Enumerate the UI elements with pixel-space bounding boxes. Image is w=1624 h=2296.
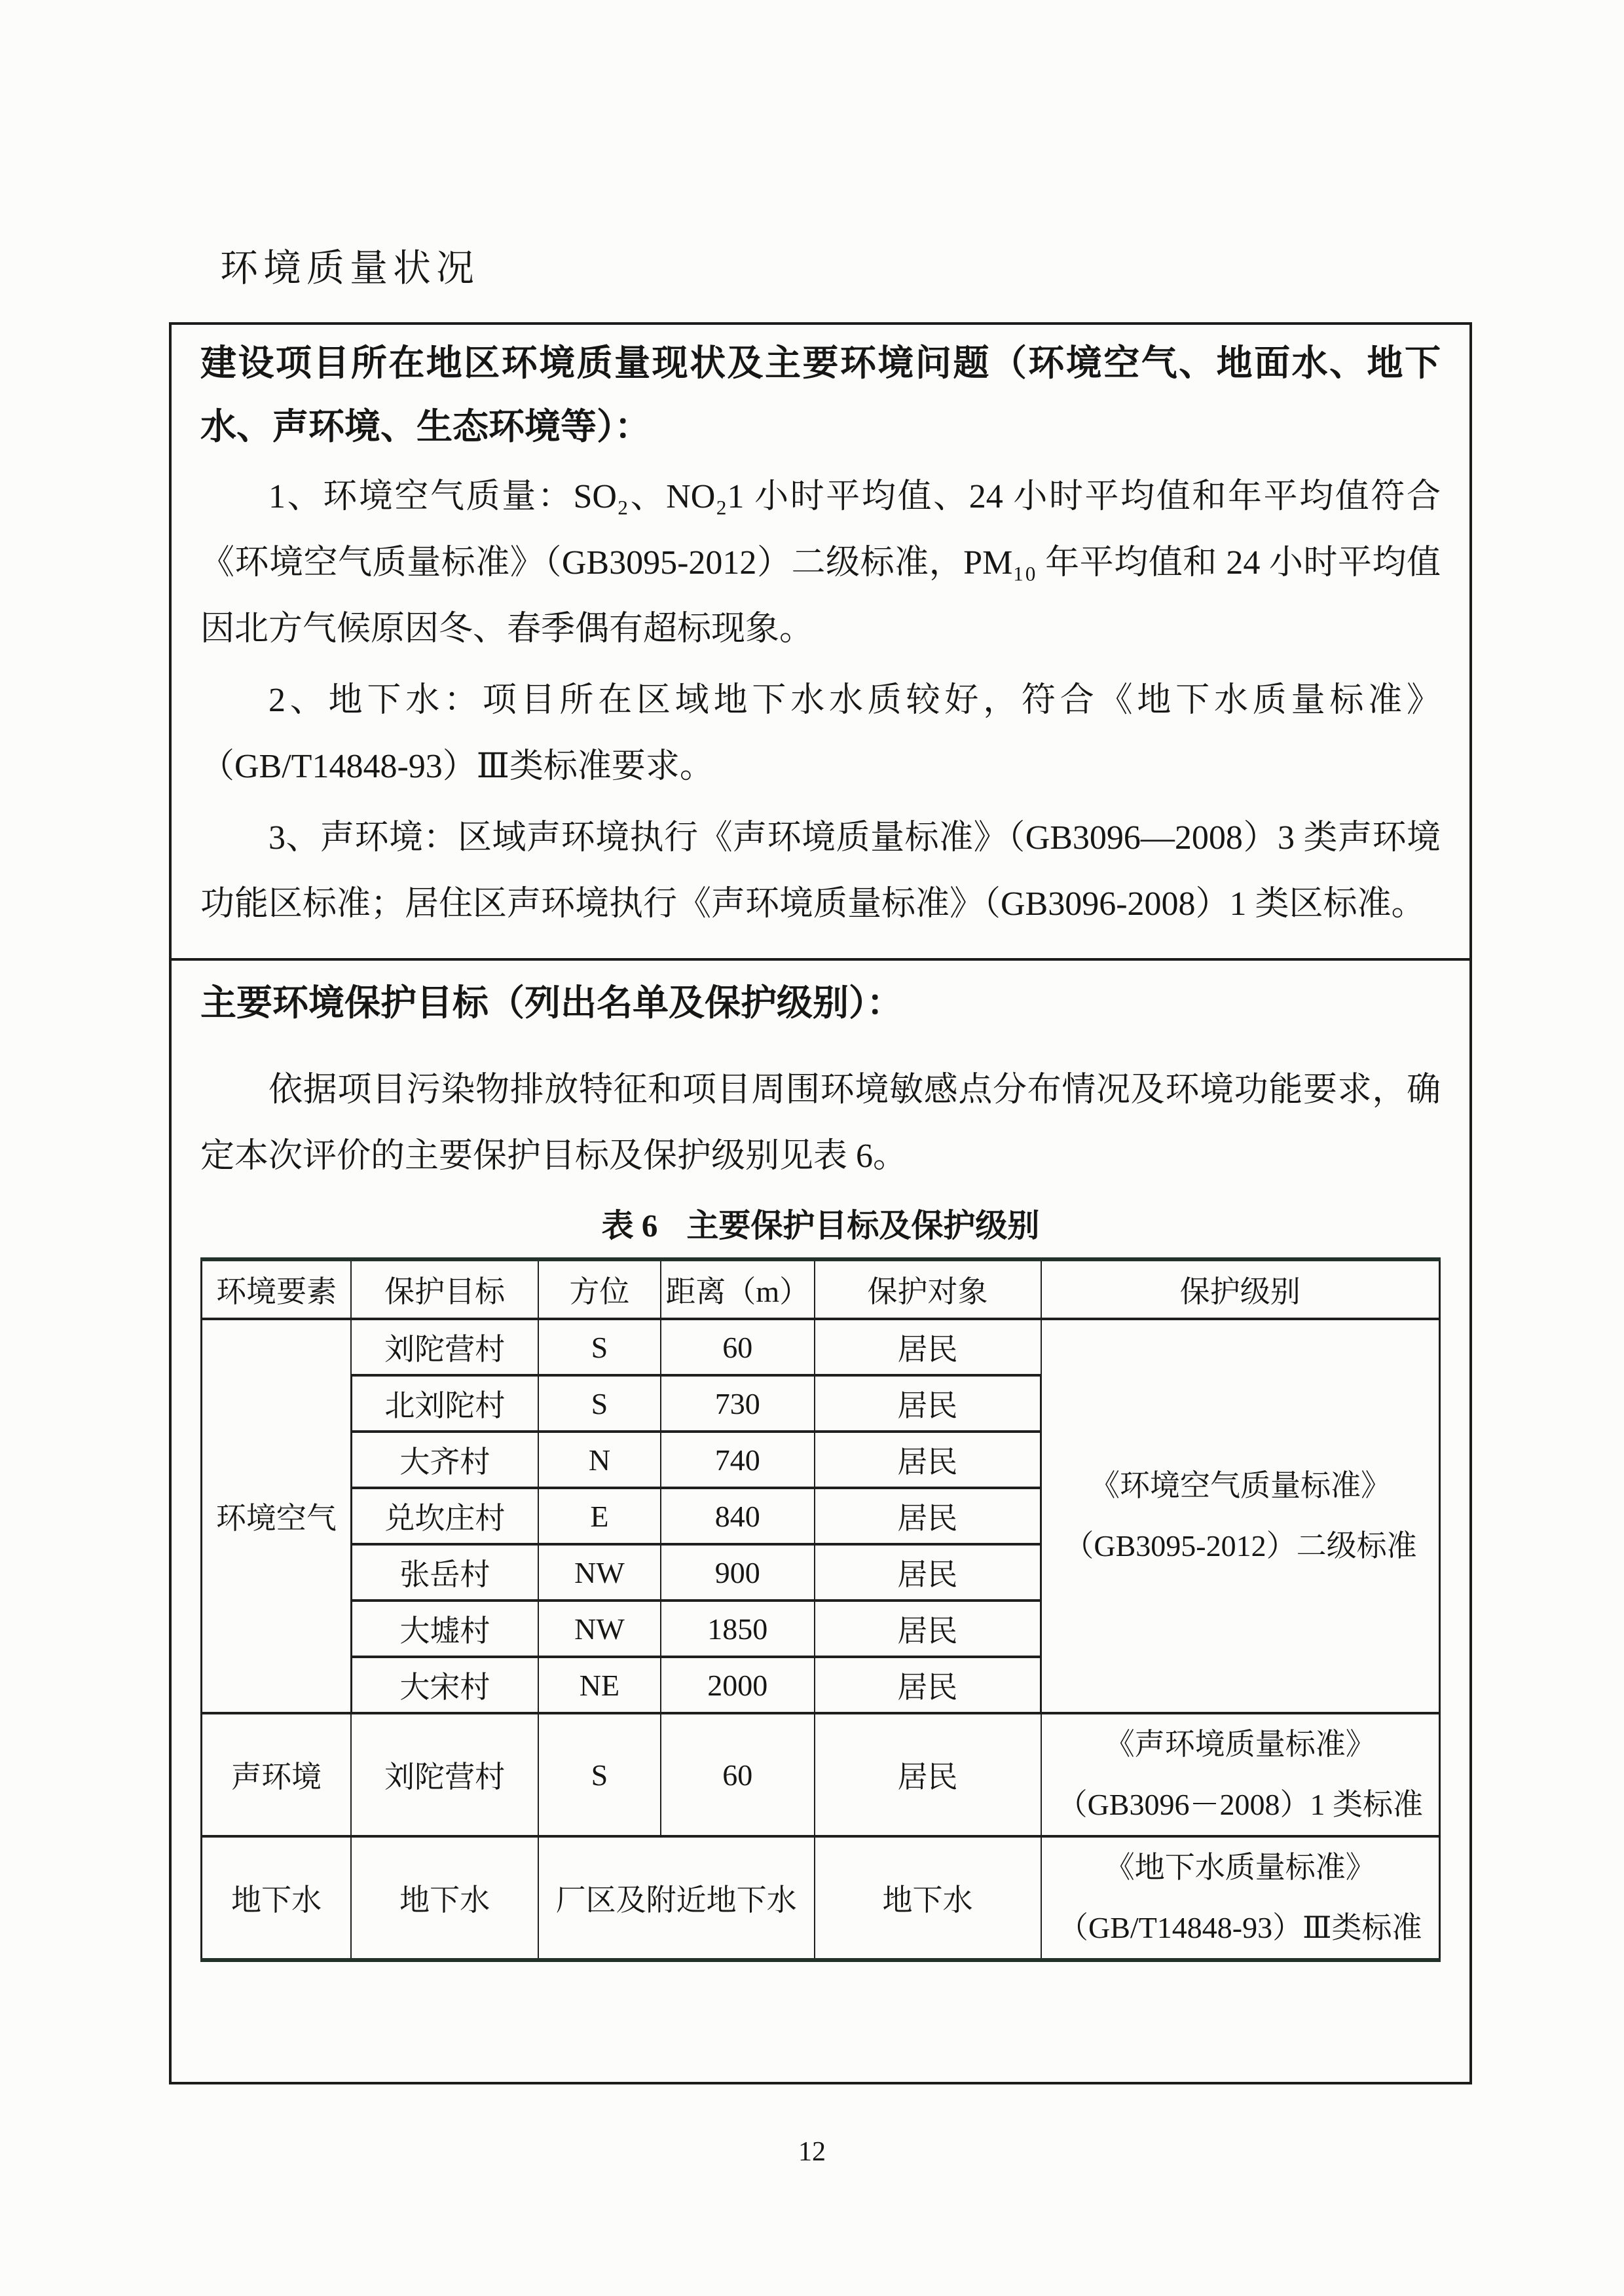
page-number: 12 [798,2137,826,2167]
content-box [169,322,1472,2084]
section-heading-current-status: 建设项目所在地区环境质量现状及主要环境问题（环境空气、地面水、地下水、声环境、生态环境等）： [200,343,1441,447]
standard-line-2: （GB3096－2008）1 类标准 [1057,1788,1423,1821]
cell-protection-target: 大宋村 [351,1657,538,1713]
cell-env-element-water: 地下水 [202,1836,352,1960]
cell-distance: 2000 [661,1657,814,1713]
cell-protected-object: 居民 [815,1657,1041,1713]
protection-targets-table [200,1257,1441,1962]
header-protection-target: 保护目标 [351,1259,538,1319]
cell-protection-target: 大墟村 [351,1601,538,1657]
cell-protection-target: 兑坎庄村 [351,1488,538,1544]
cell-distance: 740 [661,1432,814,1488]
cell-protection-target: 刘陀营村 [351,1713,538,1836]
cell-direction: NW [538,1601,661,1657]
cell-distance: 60 [661,1713,814,1836]
table-row-noise [202,1713,1440,1836]
cell-protection-standard-noise [1041,1713,1440,1836]
cell-protection-target: 刘陀营村 [351,1319,538,1375]
standard-line-1: 《环境空气质量标准》 [1090,1469,1392,1502]
table-row-air-1 [202,1319,1440,1375]
cell-distance: 60 [661,1319,814,1375]
header-env-element: 环境要素 [202,1259,352,1319]
cell-protection-standard-air [1041,1319,1440,1713]
cell-protected-object: 居民 [815,1375,1041,1432]
page-title: 环境质量状况 [220,247,480,289]
cell-direction: S [538,1713,661,1836]
cell-env-element-noise: 声环境 [202,1713,352,1836]
paragraph-groundwater: 2、地下水：项目所在区域地下水水质较好，符合《地下水质量标准》（GB/T14848-93）Ⅲ类标准要求。 [200,682,1441,785]
table-caption [200,1198,1441,1253]
cell-protection-target: 北刘陀村 [351,1375,538,1432]
table-header-row [202,1259,1440,1319]
cell-protected-object: 居民 [815,1432,1041,1488]
cell-protected-object: 居民 [815,1713,1041,1836]
cell-direction: S [538,1319,661,1375]
cell-direction: N [538,1432,661,1488]
header-distance: 距离（m） [661,1259,814,1319]
cell-distance: 1850 [661,1601,814,1657]
cell-protected-object: 居民 [815,1319,1041,1375]
cell-protection-target: 张岳村 [351,1544,538,1601]
cell-direction: E [538,1488,661,1544]
header-direction: 方位 [538,1259,661,1319]
standard-line-1: 《地下水质量标准》 [1104,1851,1376,1884]
cell-protection-target: 地下水 [351,1836,538,1960]
paragraph-protection-intro: 依据项目污染物排放特征和项目周围环境敏感点分布情况及环境功能要求，确定本次评价的主要保护目标及保护级别见表 6。 [200,1071,1441,1175]
cell-env-element-air: 环境空气 [202,1319,352,1713]
standard-line-2: （GB3095-2012）二级标准 [1063,1529,1417,1563]
cell-direction: S [538,1375,661,1432]
table-row-groundwater [202,1836,1440,1960]
section-protection-targets [172,961,1469,2079]
cell-protection-standard-water [1041,1836,1440,1960]
paragraph-air-quality: 1、环境空气质量：SO₂、NO₂1 小时平均值、24 小时平均值和年平均值符合《环境空气质量标准》（GB3095-2012）二级标准，PM₁₀ 年平均值和 24 小时平均值因北方气候原因冬、春季偶有超标现象。 [200,478,1441,648]
cell-direction: NW [538,1544,661,1601]
standard-line-2: （GB/T14848-93）Ⅲ类标准 [1058,1911,1422,1944]
paragraph-acoustic: 3、声环境：区域声环境执行《声环境质量标准》（GB3096—2008）3 类声环境功能区标准；居住区声环境执行《声环境质量标准》（GB3096-2008）1 类区标准。 [200,819,1441,923]
table-caption-label: 表 6 [601,1208,658,1244]
cell-distance: 900 [661,1544,814,1601]
cell-distance: 730 [661,1375,814,1432]
header-protection-standard: 保护级别 [1041,1259,1440,1319]
cell-distance: 840 [661,1488,814,1544]
table-caption-title: 主要保护目标及保护级别 [686,1208,1040,1244]
cell-direction: NE [538,1657,661,1713]
cell-protected-object: 地下水 [815,1836,1041,1960]
header-protected-object: 保护对象 [815,1259,1041,1319]
cell-protected-object: 居民 [815,1488,1041,1544]
cell-protected-object: 居民 [815,1544,1041,1601]
standard-line-1: 《声环境质量标准》 [1104,1728,1376,1761]
section-env-quality-status [172,325,1469,961]
cell-protection-target: 大齐村 [351,1432,538,1488]
cell-protected-object: 居民 [815,1601,1041,1657]
cell-location: 厂区及附近地下水 [538,1836,815,1960]
section-heading-protection-targets: 主要环境保护目标（列出名单及保护级别）： [200,983,903,1023]
